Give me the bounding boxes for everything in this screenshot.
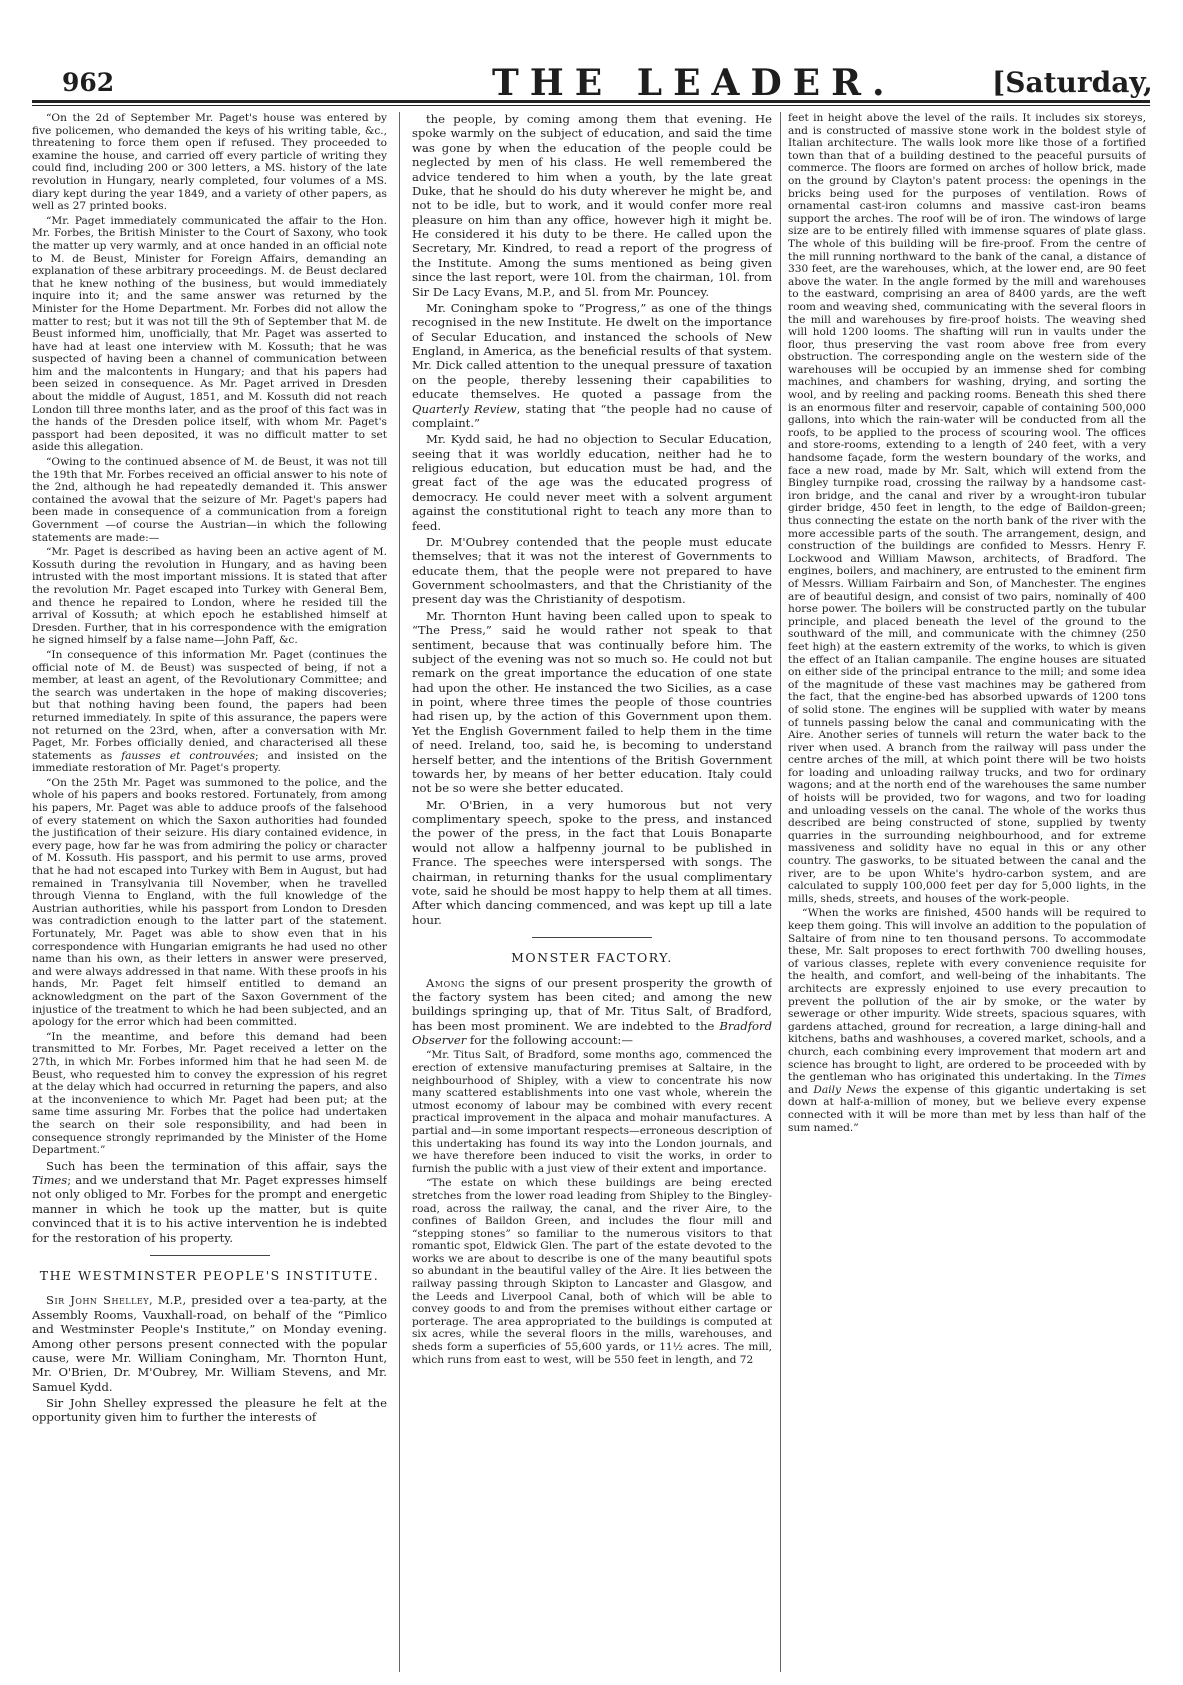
article-paragraph (412, 301, 772, 430)
article-paragraph: “Mr. Paget is described as having been an active agent of M. Kossuth during the revolution in Hungary, and as having been intrusted with the most important missions. It is stated that after the revolution Mr. Paget escaped into Turkey with General Bem, and thence he repaired to London, where he resided till the arrival of Kossuth; at which epoch he established himself at Dresden. Further, that in his correspondence with the emigration he signed himself by a false name—John Paff, &c. (32, 546, 387, 647)
masthead-rule (32, 100, 1150, 103)
text-run: Mr. Coningham spoke to “Progress,” as one of the things recognised in the new Institute. He dwelt on the importance of Secular Education, and instanced the schools of New England, in America, as the beneficial results of that system. Mr. Dick called attention to the unequal pressure of taxation on the people, thereby lessening their capabilities to educate themselves. He quoted a passage from the (412, 300, 772, 402)
article-paragraph: Mr. O'Brien, in a very humorous but not very complimentary speech, spoke to the press, and instanced the power of the press, in the fact that Louis Bonaparte would not allow a halfpenny journal to be published in France. The speeches were interspersed with songs. The chairman, in returning thanks for the usual complimentary vote, said he should be most happy to help them at all times. After which dancing commenced, and was kept up till a late hour. (412, 797, 772, 927)
column-1 (32, 112, 387, 1672)
newspaper-title: THE LEADER. (492, 62, 896, 104)
article-paragraph: Sir John Shelley expressed the pleasure he felt at the opportunity given him to further the interests of (32, 1396, 387, 1425)
article-paragraph: “On the 2d of September Mr. Paget's house was entered by five policemen, who demanded the keys of his writing table, &c., threatening to force them open if refused. They proceeded to examine the house, and carried off every particle of writing they could find, including 200 or 300 letters, a MS. history of the late revolution in Hungary, nearly completed, four volumes of a MS. diary kept during the year 1849, and a variety of other papers, as well as 27 printed books. (32, 112, 387, 213)
issue-day: [Saturday, (992, 66, 1153, 99)
article-paragraph: “In the meantime, and before this demand had been transmitted to Mr. Forbes, Mr. Paget received a letter on the 27th, in which Mr. Forbes informed him that he had seen M. de Beust, who requested him to convey the expression of his regret at the delay which had occurred in returning the papers, and also at the inconvenience to which Mr. Paget had been put; at the same time assuring Mr. Forbes that the police had undertaken the search on their sole responsibility, and had been in consequence strongly reprimanded by the Minister of the Home Department.” (32, 1030, 387, 1157)
column-2 (412, 112, 772, 1672)
section-heading: THE WESTMINSTER PEOPLE'S INSTITUTE. (39, 1267, 380, 1283)
article-paragraph: Mr. Thornton Hunt having been called upon to speak to “The Press,” said he would rather not speak to that sentiment, because that was continually before him. The subject of the evening was not so much so. He could not but remark on the great importance the education of one state had upon the other. He instanced the two Sicilies, as a case in point, where three times the people of those countries had risen up, by the action of this Government upon them. Yet the English Government failed to help them in the time of need. Ireland, too, said he, is becoming to understand herself better, and the intentions of the British Government towards her, by means of her better education. Italy could not be so were she better educated. (412, 608, 772, 796)
lead-in: Sir John Shelley (46, 1293, 150, 1308)
article-paragraph: “On the 25th Mr. Paget was summoned to the police, and the whole of his papers and books restored. Fortunately, from among his papers, Mr. Paget was able to adduce proofs of the falsehood of every statement on which the Saxon authorities had founded the justification of their seizure. His diary contained evidence, in every page, how far he was from admiring the policy or character of M. Kossuth. His passport, and his permit to use arms, proved that he had not escaped into Turkey with Bem in August, but had remained in Transylvania till November, when he travelled through Vienna to England, with the full knowledge of the Austrian authorities, while his passport from London to Dresden was contradiction enough to the latter part of the statement. Fortunately, Mr. Paget was able to show even that in his correspondence with Hungarian emigrants he had used no other name than his own, as their letters in answer were preserved, and were always addressed in that name. With these proofs in his hands, Mr. Paget felt himself entitled to demand an acknowledgment on the part of the Saxon Government of the injustice of the treatment to which he had been subjected, and an apology for the error which had been committed. (32, 776, 387, 1029)
text-run: , M.P., presided over a tea-party, at the Assembly Rooms, Vauxhall-road, on behalf of the “Pimlico and Westminster People's Institute,” on Monday evening. Among other persons present connected with the popular cause, were Mr. William Coningham, Mr. Thornton Hunt, Mr. O'Brien, Dr. M'Oubrey, Mr. William Stevens, and Mr. Samuel Kydd. (32, 1293, 387, 1394)
italic-phrase: Times (1113, 1071, 1146, 1084)
italic-phrase: Daily News (813, 1083, 877, 1096)
page-number: 962 (62, 68, 115, 97)
article-paragraph: the people, by coming among them that evening. He spoke warmly on the subject of education, and said the time was gone by when the education of the people could be neglected by men of his class. He well remembered the advice tendered to him when a youth, by the late great Duke, that he should do his duty wherever he might be, and not to be idle, but to work, and it would confer more real pleasure on him than any office, however high it might be. He considered it his duty to be there. He called upon the Secretary, Mr. Kindred, to read a report of the progress of the Institute. Among the sums mentioned as being given since the last report, were 10l. from the chairman, 10l. from Sir De Lacy Evans, M.P., and 5l. from Mr. Pouncey. (412, 112, 772, 299)
italic-phrase: fausses et controuvées (121, 749, 256, 762)
article-paragraph: “The estate on which these buildings are being erected stretches from the lower road leading from Shipley to the Bingley-road, across the railway, the canal, and the river Aire, to the confines of Baildon Green, and includes the flour mill and “stepping stones” so familiar to the numerous visitors to that romantic spot, Eldwick Glen. The part of the estate devoted to the works we are about to describe is one of the many beautiful spots so abundant in the beautiful valley of the Aire. It lies between the railway passing through Skipton to Lancaster and Glasgow, and the Leeds and Liverpool Canal, both of which will be able to convey goods to and from the premises without either cartage or porterage. The area appropriated to the buildings is computed at six acres, while the several floors in the mills, warehouses, and sheds form a superficies of 55,600 yards, or 11½ acres. The mill, which runs from east to west, will be 550 feet in length, and 72 (412, 1177, 772, 1366)
column-divider (780, 112, 781, 1672)
text-run: ; and we understand that Mr. Paget expresses himself not only obliged to Mr. Forbes for the prompt and energetic manner in which he took up the matter, but is quite convinced that it is to his active intervention he is indebted for the restoration of his property. (32, 1173, 387, 1245)
column-divider (399, 112, 400, 1672)
article-paragraph: Mr. Kydd said, he had no objection to Secular Education, seeing that it was worldly education, neither had he to religious education, but education must be had, and the great fact of the age was the educated progress of democracy. He could never meet with a solvent argument against the constitutional right to teach any more than to feed. (412, 432, 772, 533)
section-divider (532, 937, 652, 938)
article-paragraph (32, 1293, 387, 1394)
text-run: “When the works are finished, 4500 hands will be required to keep them going. This will involve an addition to the population of Saltaire of from nine to ten thousand persons. To accommodate these, Mr. Salt proposes to erect forthwith 700 dwelling houses, of various classes, replete with every convenience requisite for the health, and comfort, and well-being of the inhabitants. The architects are expressly enjoined to use every precaution to prevent the pollution of the air by smoke, or the water by sewerage or other impurity. Wide streets, spacious squares, with gardens attached, ground for recreation, a large dining-hall and kitchens, baths and washhouses, a covered market, schools, and a church, each combining every improvement that modern art and science has brought to light, are ordered to be proceeded with by the gentleman who has originated this undertaking. In the (788, 907, 1146, 1084)
text-run: for the following account:— (466, 1033, 633, 1047)
section-divider (150, 1255, 270, 1256)
text-run: ; and insisted on the immediate restoration of Mr. Paget's property. (32, 749, 387, 775)
article-paragraph (32, 649, 387, 775)
italic-phrase: Times (32, 1173, 68, 1188)
italic-phrase: Quarterly Review (412, 401, 517, 416)
column-3 (788, 112, 1146, 1672)
masthead-rule-thin (32, 105, 1150, 106)
italic-phrase: Bradford Observer (412, 1018, 772, 1047)
article-paragraph (412, 976, 772, 1048)
article-paragraph (788, 907, 1146, 1134)
text-run: and (788, 1083, 814, 1096)
text-run: the expense of this gigantic undertaking is set down at half-a-million of money, but we believe every expense connected with it will be more than met by less than half of the sum named.” (788, 1083, 1146, 1134)
section-heading: MONSTER FACTORY. (511, 950, 673, 965)
article-paragraph: “Mr. Titus Salt, of Bradford, some months ago, commenced the erection of extensive manufacturing premises at Saltaire, in the neighbourhood of Shipley, with a view to concentrate his now many scattered establishments into one vast whole, wherein the utmost economy of labour may be combined with every recent practical improvement in the alpaca and mohair manufactures. A partial and—in some important respects—erroneous description of this undertaking has found its way into the London journals, and we have therefore been induced to visit the works, in order to furnish the public with a just view of their extent and importance. (412, 1049, 772, 1175)
article-paragraph: “Owing to the continued absence of M. de Beust, it was not till the 19th that Mr. Forbes received an official answer to his note of the 2nd, although he had repeatedly demanded it. This answer contained the avowal that the seizure of Mr. Paget's papers had been made in consequence of a communication from a foreign Government —of course the Austrian—in which the following statements are made:— (32, 456, 387, 544)
text-run: , stating that “the people had no cause of complaint.” (412, 401, 772, 430)
article-paragraph (32, 1159, 387, 1245)
article-paragraph: “Mr. Paget immediately communicated the affair to the Hon. Mr. Forbes, the British Minister to the Court of Saxony, who took the matter up very warmly, and at once handed in an official note to M. de Beust, Minister for Foreign Affairs, demanding an explanation of these arbitrary proceedings. M. de Beust declared that he knew nothing of the business, but would immediately inquire into it; and the same answer was returned by the Minister for the Home Department. Mr. Forbes did not allow the matter to rest; but it was not till the 9th of September that M. de Beust informed him, unofficially, that Mr. Paget was asserted to have had at least one interview with M. Kossuth; that he was suspected of having been a channel of communication between him and the malcontents in Hungary; and that his papers had been seized in consequence. As Mr. Paget arrived in Dresden about the middle of August, 1851, and M. Kossuth did not reach London till three months later, and as the proof of this fact was in the hands of the Dresden police itself, with whom Mr. Paget's passport had been deposited, it was no difficult matter to set aside this allegation. (32, 214, 387, 454)
article-paragraph: Dr. M'Oubrey contended that the people must educate themselves; that it was not the interest of Governments to educate them, that the people were not prepared to have Government schoolmasters, and that the Christianity of the present day was the Christianity of despotism. (412, 534, 772, 607)
masthead (34, 28, 1153, 104)
text-run: the signs of our present prosperity the growth of the factory system has been cited; and among the new buildings springing up, that of Mr. Titus Salt, of Bradford, has been most prominent. We are indebted to the (412, 975, 772, 1033)
text-run: “In consequence of this information Mr. Paget (continues the official note of M. de Beust) was suspected of being, if not a member, at least an agent, of the Revolutionary Committee; and the search was undertaken in the hope of making discoveries; but that nothing having been found, the papers had been returned immediately. In spite of this assurance, the papers were not returned on the 23rd, when, after a conversation with Mr. Paget, Mr. Forbes officially denied, and characterised all these statements as (32, 648, 387, 762)
article-paragraph: feet in height above the level of the rails. It includes six storeys, and is constructed of massive stone work in the boldest style of Italian architecture. The walls look more like those of a fortified town than that of a building destined to the peaceful pursuits of commerce. The floors are formed on arches of hollow brick, made on the ground by Clayton's patent process: the openings in the bricks being used for the purposes of ventilation. Rows of ornamental cast-iron columns and massive cast-iron beams support the arches. The roof will be of iron. The windows of large size are to be entirely filled with immense squares of plate glass. The whole of this building will be fire-proof. From the centre of the mill running northward to the bank of the canal, a distance of 330 feet, are the warehouses, which, at the lower end, are 90 feet above the water. In the angle formed by the mill and warehouses to the eastward, comprising an area of 8400 yards, are the weft room and weaving shed, communicating with the several floors in the mill and warehouses by fire-proof hoists. The weaving shed will hold 1200 looms. The shafting will run in vaults under the floor, thus preserving the vast room above free from every obstruction. The corresponding angle on the western side of the warehouses will be occupied by an immense shed for combing machines, and chambers for washing, drying, and sorting the wool, and by reeling and packing rooms. Beneath this shed there is an enormous filter and reservoir, capable of containing 500,000 gallons, into which the rain-water will be conducted from all the roofs, to be applied to the process of scouring wool. The offices and store-rooms, extending to a length of 240 feet, with a very handsome façade, form the western boundary of the works, and face a new road, made by Mr. Salt, which will extend from the Bingley turnpike road, crossing the railway by a handsome cast-iron bridge, and the canal and river by a wrought-iron tubular girder bridge, 450 feet in length, to the edge of Baildon-green; thus connecting the estate on the north bank of the river with the more accessible parts of the south. The arrangement, design, and construction of the buildings are confided to Messrs. Henry F. Lockwood and William Mawson, architects, of Bradford. The engines, boilers, and machinery, are entrusted to the eminent firm of Messrs. William Fairbairn and Son, of Manchester. The engines are of beautiful design, and consist of two pairs, nominally of 400 horse power. The boilers will be constructed partly on the tubular principle, and placed beneath the level of the ground to the southward of the mill, and communicate with the chimney (250 feet high) at the eastern extremity of the works, to which is given the effect of an Italian campanile. The engine houses are situated on either side of the principal entrance to the mill; and some idea of the magnitude of these vast machines may be gathered from the fact, that the engine-bed has absorbed upwards of 1200 tons of solid stone. The engines will be supplied with water by means of tunnels passing below the canal and communicating with the Aire. Another series of tunnels will return the water back to the river when used. A branch from the railway will pass under the centre arches of the mill, at which point there will be two hoists for loading and unloading railway trucks, and two for ordinary wagons; and at the north end of the warehouses the same number of hoists will be provided, two for wagons, and two for loading and unloading vessels on the canal. The whole of the works thus described are being constructed of stone, supplied by twenty quarries in the surrounding neighbourhood, and for extreme massiveness and solidity have no equal in this or any other country. The gasworks, to be situated between the canal and the river, are to be upon White's hydro-carbon system, and are calculated to supply 100,000 feet per day for 5,000 lights, in the mills, sheds, streets, and houses of the work-people. (788, 112, 1146, 905)
text-run: Such has been the termination of this affair, says the (46, 1158, 387, 1173)
lead-in: Among (426, 975, 466, 990)
